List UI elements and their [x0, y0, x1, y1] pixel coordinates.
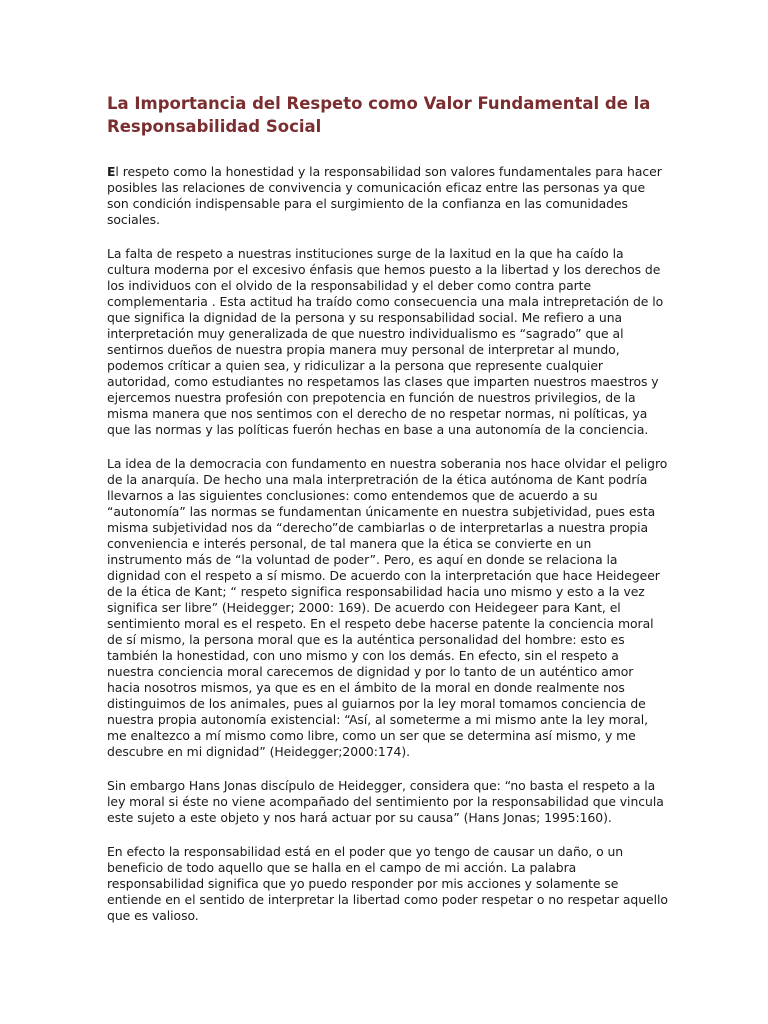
paragraph-1 [107, 164, 668, 228]
paragraph-4: Sin embargo Hans Jonas discípulo de Heidegger, considera que: “no basta el respeto a la ley moral si éste no viene acompañado del sentimiento por la responsabilidad que vincula este sujeto a este objeto y nos hará actuar por su causa” (Hans Jonas; 1995:160). [107, 778, 664, 825]
paragraph-5: En efecto la responsabilidad está en el poder que yo tengo de causar un daño, o un beneficio de todo aquello que se halla en el campo de mi acción. La palabra responsabilidad significa que yo puedo responder por mis acciones y solamente se entiende en el sentido de interpretar la libertad como poder respetar o no respetar aquello que es valioso. [107, 844, 668, 923]
paragraph-initial-letter: E [107, 164, 116, 179]
paragraph-2: La falta de respeto a nuestras instituciones surge de la laxitud en la que ha caído la cultura moderna por el excesivo énfasis que hemos puesto a la libertad y los derechos de los individuos con el olvido de la responsabilidad y el deber como contra parte complementaria . Esta actitud ha traído como consecuencia una mala intrepretación de lo que significa la dignidad de la persona y su responsabilidad social. Me refiero a una interpretación muy generalizada de que nuestro individualismo es “sagrado” que al sentirnos dueños de nuestra propia manera muy personal de interpretar al mundo, podemos críticar a quien sea, y ridiculizar a la persona que represente cualquier autoridad, como estudiantes no respetamos las clases que imparten nuestros maestros y ejercemos nuestra profesión con prepotencia en función de nuestros privilegios, de la misma manera que nos sentimos con el derecho de no respetar normas, ni políticas, ya que las normas y las políticas fuerón hechas en base a una autonomía de la conciencia. [107, 246, 664, 437]
paragraph-3: La idea de la democracia con fundamento en nuestra soberania nos hace olvidar el peligro de la anarquía. De hecho una mala interpretración de la ética autónoma de Kant podría llevarnos a las siguientes conclusiones: como entendemos que de acuerdo a su “autonomía” las normas se fundamentan únicamente en nuestra subjetividad, pues esta misma subjetividad nos da “derecho”de cambiarlas o de interpretarlas a nuestra propia conveniencia e interés personal, de tal manera que la ética se convierte en un instrumento más de “la voluntad de poder”. Pero, es aquí en donde se relaciona la dignidad con el respeto a sí mismo. De acuerdo con la interpretación que hace Heidegeer de la ética de Kant; “ respeto significa responsabilidad hacia uno mismo y esto a la vez significa ser libre” (Heidegger; 2000: 169). De acuerdo con Heidegeer para Kant, el sentimiento moral es el respeto. En el respeto debe hacerse patente la conciencia moral de sí mismo, la persona moral que es la auténtica personalidad del hombre: esto es también la honestidad, con uno mismo y con los demás. En efecto, sin el respeto a nuestra conciencia moral carecemos de dignidad y por lo tanto de un auténtico amor hacia nosotros mismos, ya que es en el ámbito de la moral en donde realmente nos distinguimos de los animales, pues al guiarnos por la ley moral tomamos conciencia de nuestra propia autonomía existencial: “Así, al someterme a mi mismo ante la ley moral, me enaltezco a mí mismo como libre, como un ser que se determina así mismo, y me descubre en mi dignidad” (Heidegger;2000:174). [107, 456, 668, 759]
paragraph-1-text: l respeto como la honestidad y la responsabilidad son valores fundamentales para hacer posibles las relaciones de convivencia y comunicación eficaz entre las personas ya que son condición indispensable para el surgimiento de la confianza en las comunidades sociales. [107, 164, 662, 227]
document-title: La Importancia del Respeto como Valor Fundamental de la Responsabilidad Social [107, 94, 651, 136]
